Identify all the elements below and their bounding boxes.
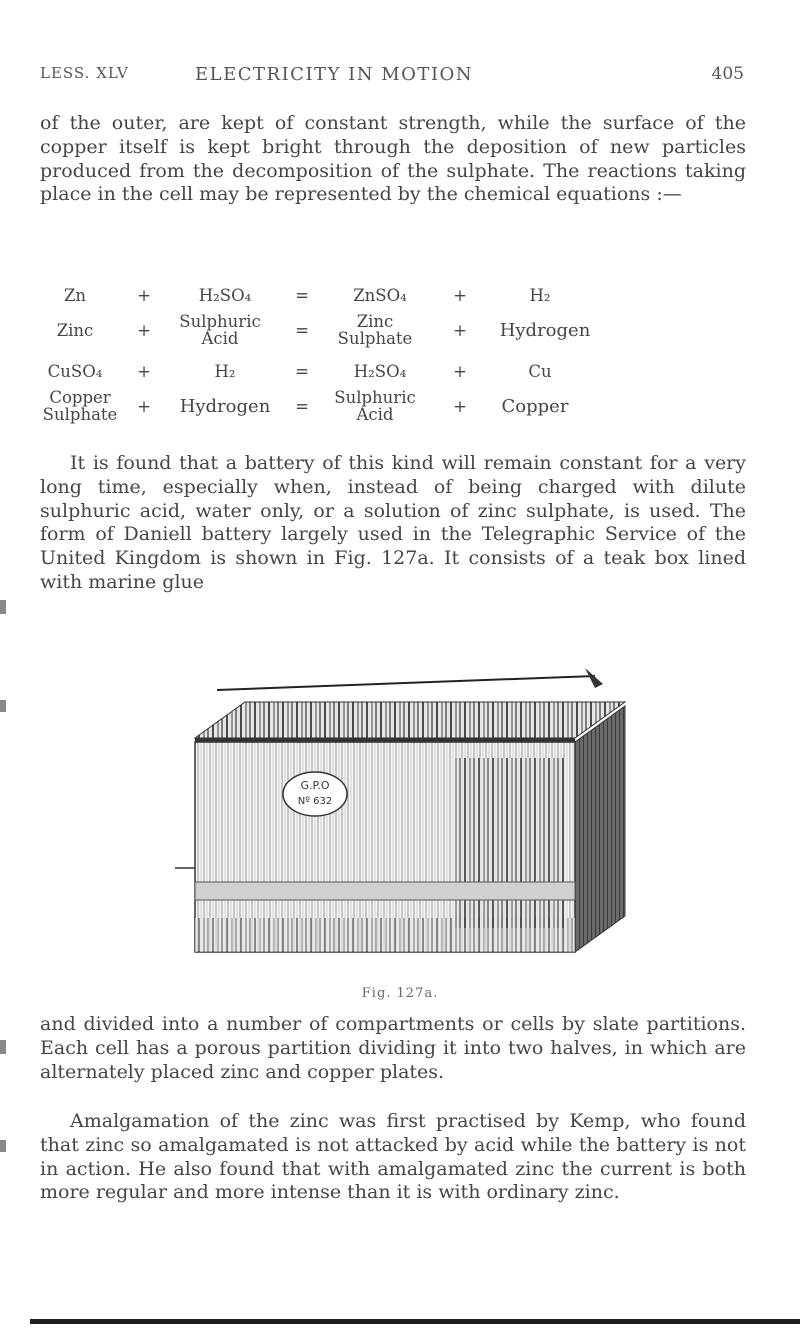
battery-illustration bbox=[155, 668, 635, 963]
eq-name: Copper Sulphate bbox=[42, 388, 118, 424]
figure-daniell-battery bbox=[155, 668, 635, 963]
eq-operator: + bbox=[453, 321, 467, 340]
eq-operator: + bbox=[137, 362, 151, 381]
bottom-border bbox=[30, 1319, 800, 1324]
eq-operator: + bbox=[137, 286, 151, 305]
eq-term: CuSO₄ bbox=[47, 362, 103, 381]
top-wire bbox=[217, 676, 595, 690]
equation-2-names bbox=[40, 389, 745, 429]
eq-term: Cu bbox=[528, 362, 552, 381]
paragraph-daniell: It is found that a battery of this kind will remain constant for a very long time, especially when, instead of being charged with dilute sulphuric acid, water only, or a solution of zinc sulphate, is used. The form of Daniell battery largely used in the Telegraphic Service of the United Kingdom is shown in Fig. 127a. It consists of a teak box lined with marine glue bbox=[40, 452, 746, 593]
eq-term: H₂SO₄ bbox=[198, 286, 252, 305]
margin-mark bbox=[0, 1140, 6, 1152]
lesson-label: LESS. XLV bbox=[40, 64, 129, 82]
eq-operator: + bbox=[137, 321, 151, 340]
margin-mark bbox=[0, 1040, 6, 1054]
figure-caption: Fig. 127a. bbox=[361, 986, 439, 1001]
battery-top bbox=[195, 702, 625, 738]
terminal-right bbox=[585, 668, 603, 688]
eq-term: Zn bbox=[63, 286, 87, 305]
margin-mark bbox=[0, 700, 6, 712]
eq-equals: = bbox=[295, 321, 309, 340]
eq-name: Sulphuric Acid bbox=[179, 312, 261, 348]
running-header bbox=[40, 64, 744, 94]
gpo-label-line1: G.P.O bbox=[300, 779, 330, 792]
eq-name: Hydrogen bbox=[499, 320, 591, 341]
margin-mark bbox=[0, 600, 6, 614]
paragraph-amalgamation: Amalgamation of the zinc was first practised by Kemp, who found that zinc so amalgamated is not attacked by acid while the battery is not in action. He also found that with amalgamated zinc the current is both more regular and more intense than it is with ordinary zinc. bbox=[40, 1110, 746, 1204]
eq-term: H₂ bbox=[529, 286, 551, 305]
eq-term: H₂ bbox=[214, 362, 236, 381]
eq-name: Zinc Sulphate bbox=[337, 312, 413, 348]
eq-operator: + bbox=[453, 362, 467, 381]
eq-equals: = bbox=[295, 286, 309, 305]
eq-name: Hydrogen bbox=[179, 396, 271, 417]
page-number: 405 bbox=[711, 64, 744, 84]
eq-name: Sulphuric Acid bbox=[334, 388, 416, 424]
battery-side bbox=[575, 706, 625, 952]
paragraph-compartments: and divided into a number of compartments or cells by slate partitions. Each cell has a porous partition dividing it into two halves, in which are alternately placed zinc and copper plates. bbox=[40, 1013, 746, 1083]
paragraph-intro: of the outer, are kept of constant strength, while the surface of the copper itself is kept bright through the deposition of new particles produced from the decomposition of the sulphate. The reactions taking place in the cell may be represented by the chemical equations :— bbox=[40, 112, 746, 206]
eq-operator: + bbox=[453, 397, 467, 416]
eq-term: ZnSO₄ bbox=[353, 286, 407, 305]
eq-name: Copper bbox=[501, 396, 569, 417]
equation-1-names bbox=[40, 313, 745, 353]
eq-operator: + bbox=[137, 397, 151, 416]
eq-term: H₂SO₄ bbox=[353, 362, 407, 381]
eq-name: Zinc bbox=[56, 321, 94, 340]
eq-operator: + bbox=[453, 286, 467, 305]
gpo-label-line2: Nº 632 bbox=[297, 796, 333, 807]
eq-equals: = bbox=[295, 362, 309, 381]
eq-equals: = bbox=[295, 397, 309, 416]
chapter-title: ELECTRICITY IN MOTION bbox=[195, 64, 474, 85]
